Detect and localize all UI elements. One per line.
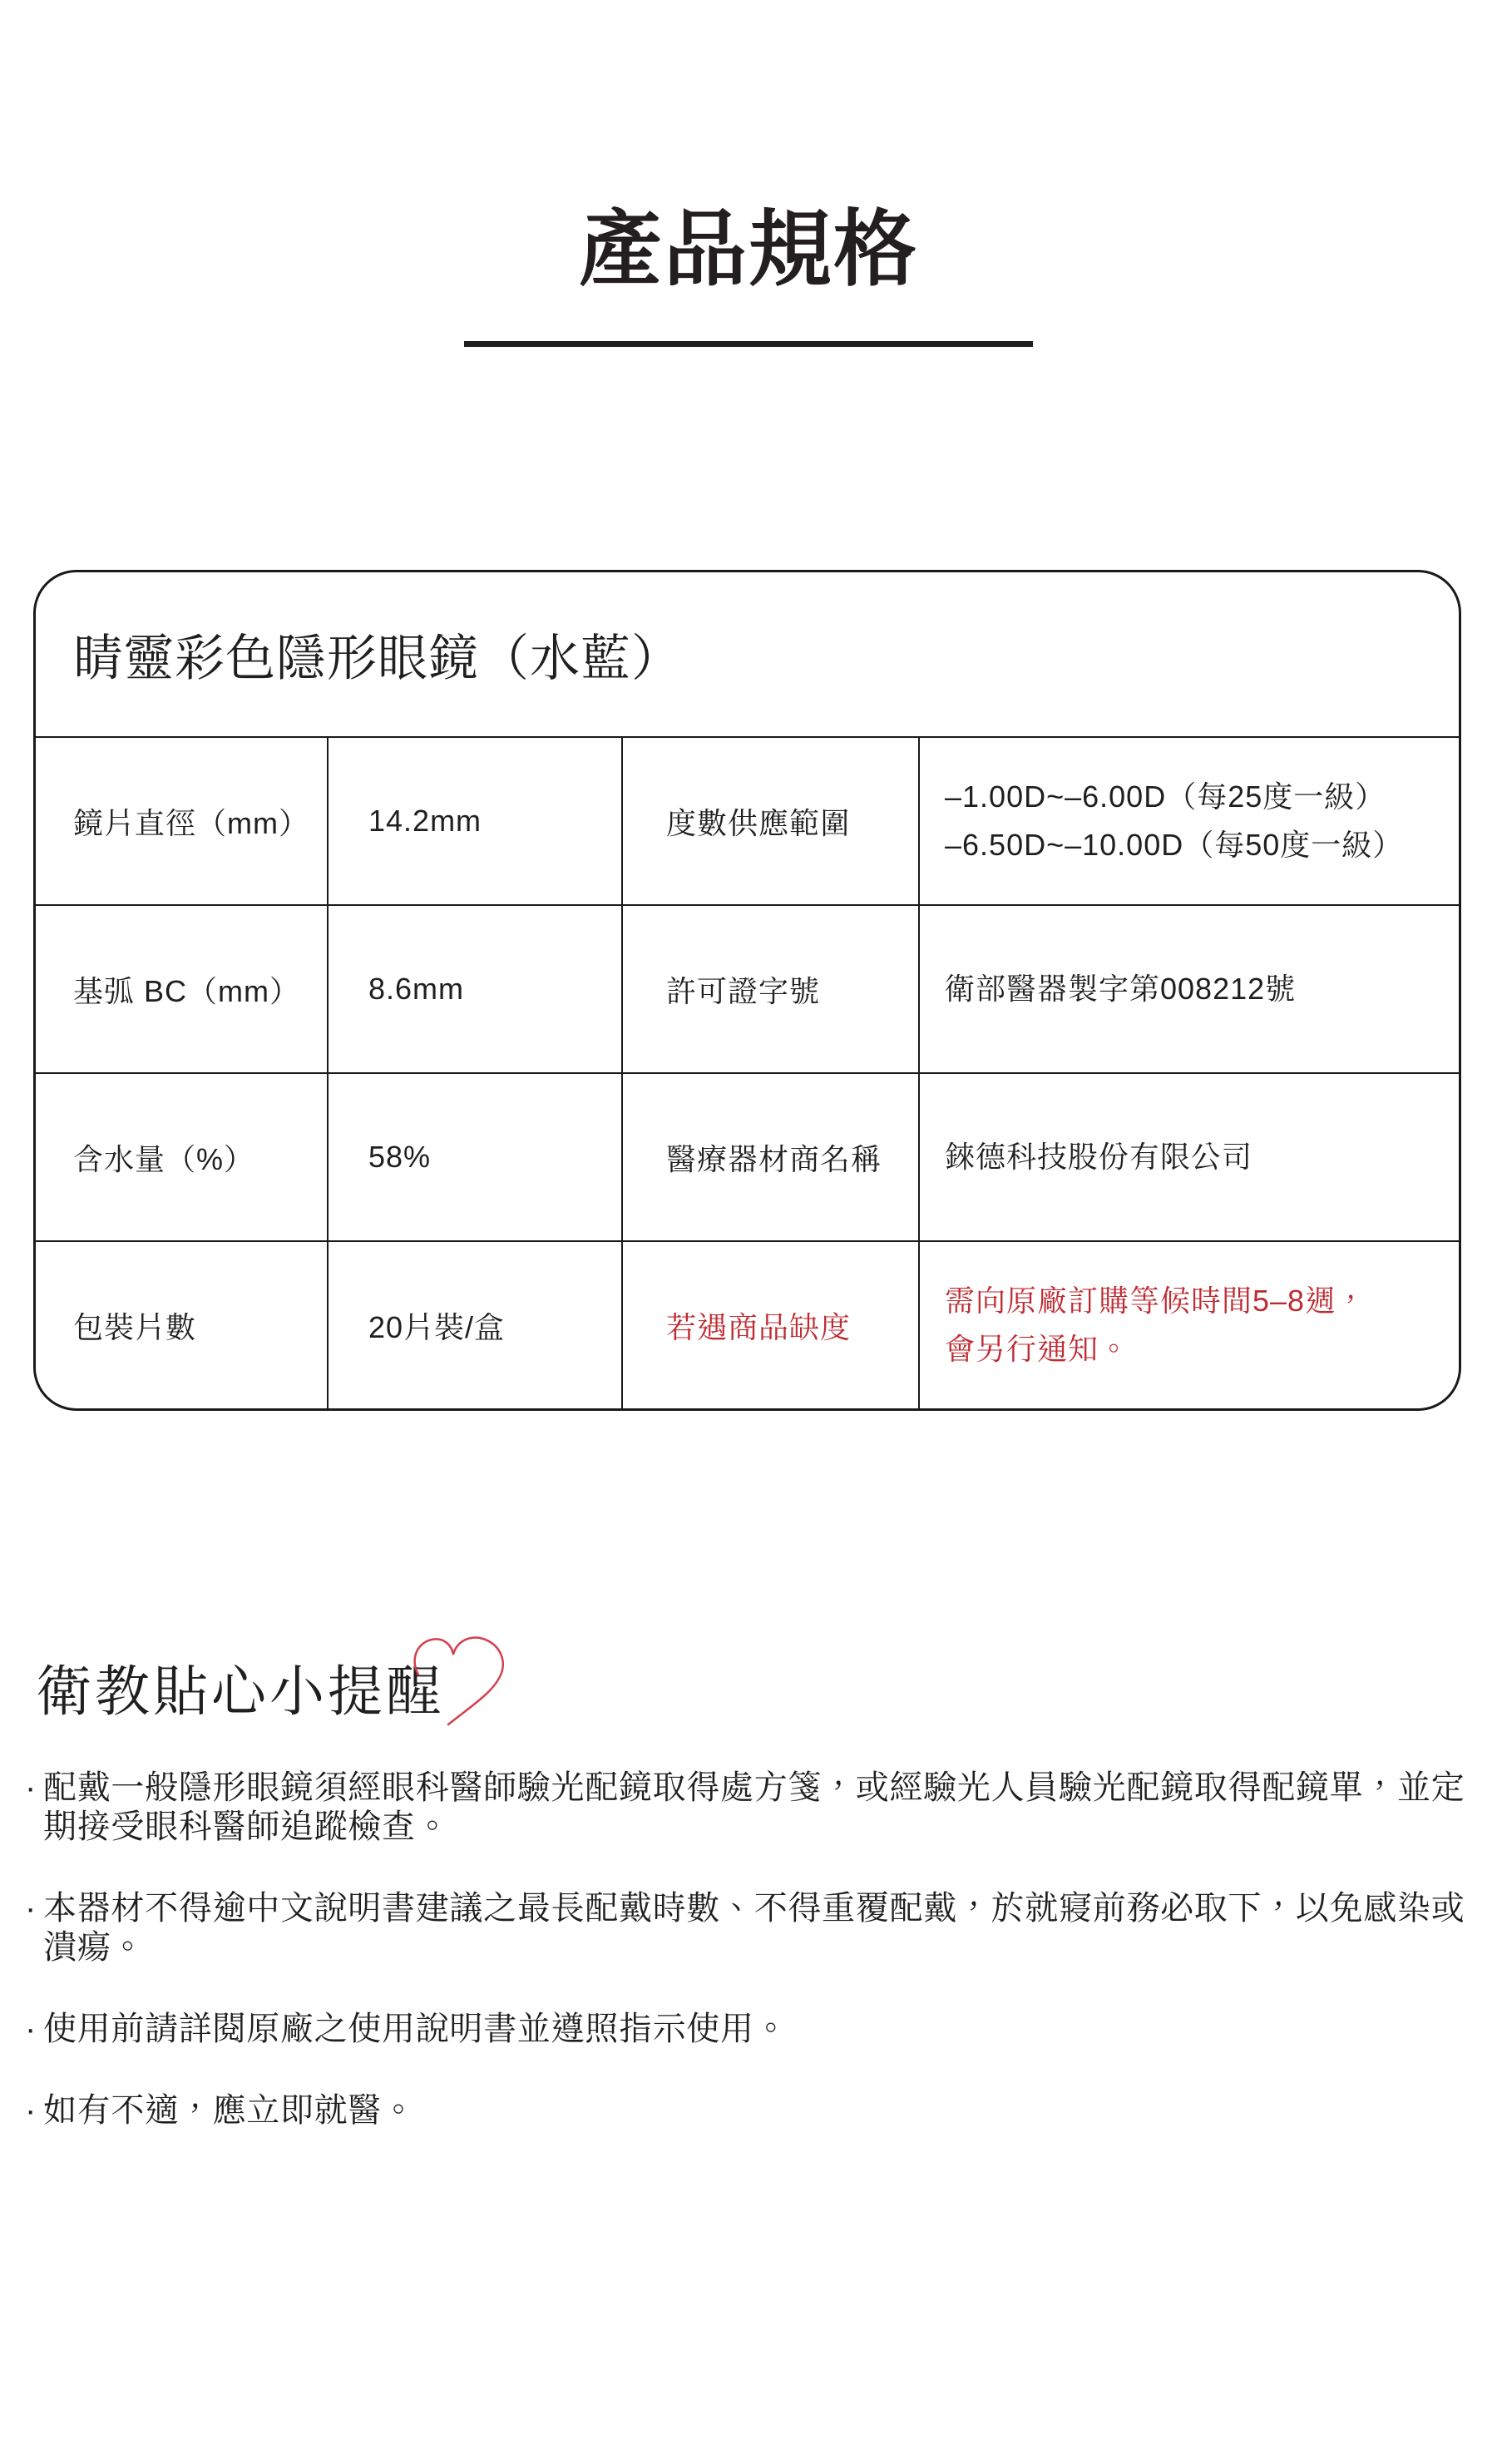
table-row xyxy=(36,738,1459,906)
table-row xyxy=(36,906,1459,1074)
spec-label: 許可證字號 xyxy=(623,906,920,1072)
spec-value: 14.2mm xyxy=(329,738,623,904)
list-item xyxy=(25,1769,1468,1847)
spec-value xyxy=(920,738,1459,904)
heart-icon xyxy=(410,1631,520,1729)
spec-value xyxy=(920,1074,1459,1240)
spec-value-line: –1.00D~–6.00D（每25度一級） xyxy=(945,779,1386,814)
bullet-text: 本器材不得逾中文說明書建議之最長配戴時數、不得重覆配戴，於就寢前務必取下，以免感染或潰瘍。 xyxy=(43,1890,1465,1966)
page-header xyxy=(0,203,1497,347)
spec-value-line: 錸德科技股份有限公司 xyxy=(945,1140,1253,1174)
product-spec-page xyxy=(0,203,1497,2464)
spec-label: 基弧 BC（mm） xyxy=(36,906,329,1072)
spec-value: 20片裝/盒 xyxy=(329,1242,623,1408)
list-item xyxy=(25,2010,1468,2049)
table-row xyxy=(36,1074,1459,1242)
bullet-dot: · xyxy=(25,2092,37,2129)
title-underline xyxy=(464,341,1033,347)
page-title: 產品規格 xyxy=(579,203,918,296)
spec-label: 鏡片直徑（mm） xyxy=(36,738,329,904)
spec-value-line: –6.50D~–10.00D（每50度一級） xyxy=(945,828,1404,862)
spec-value-line: 會另行通知。 xyxy=(945,1332,1130,1366)
health-heading-text: 衛教貼心小提醒 xyxy=(37,1660,444,1722)
bullet-dot: · xyxy=(25,2011,37,2047)
bullet-dot: · xyxy=(25,1890,37,1927)
spec-label: 包裝片數 xyxy=(36,1242,329,1408)
bullet-text: 如有不適，應立即就醫。 xyxy=(43,2092,416,2129)
spec-value-line: 需向原廠訂購等候時間5–8週， xyxy=(945,1284,1367,1318)
bullet-dot: · xyxy=(25,1769,37,1806)
spec-value xyxy=(920,906,1459,1072)
spec-table-product-name: 睛靈彩色隱形眼鏡（水藍） xyxy=(36,572,1459,738)
list-item xyxy=(25,1889,1468,1967)
spec-value-shortage-note xyxy=(920,1242,1459,1408)
spec-value: 58% xyxy=(329,1074,623,1240)
spec-value: 8.6mm xyxy=(329,906,623,1072)
bullet-text: 使用前請詳閱原廠之使用說明書並遵照指示使用。 xyxy=(43,2011,788,2047)
health-heading xyxy=(37,1660,619,1722)
spec-label-shortage: 若遇商品缺度 xyxy=(623,1242,920,1408)
spec-table xyxy=(33,570,1461,1411)
spec-label: 醫療器材商名稱 xyxy=(623,1074,920,1240)
table-row xyxy=(36,1242,1459,1408)
bullet-text: 配戴一般隱形眼鏡須經眼科醫師驗光配鏡取得處方箋，或經驗光人員驗光配鏡取得配鏡單，並定期接受眼科醫師追蹤檢查。 xyxy=(43,1769,1465,1845)
health-section xyxy=(0,1660,1497,2130)
spec-value-line: 衛部醫器製字第008212號 xyxy=(945,972,1297,1006)
list-item xyxy=(25,2091,1468,2130)
spec-label: 度數供應範圍 xyxy=(623,738,920,904)
health-bullet-list xyxy=(25,1769,1468,2130)
spec-label: 含水量（%） xyxy=(36,1074,329,1240)
